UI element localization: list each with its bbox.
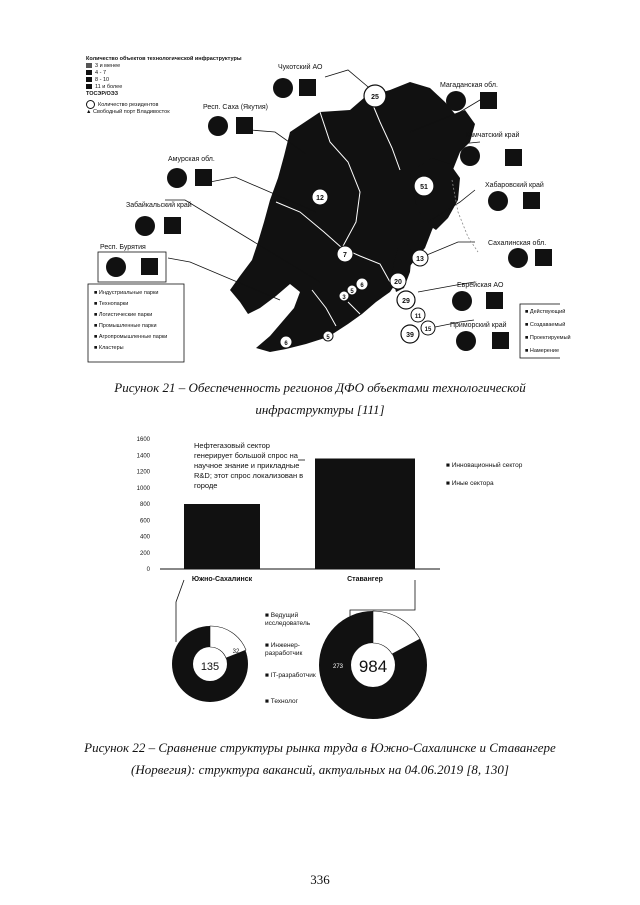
status-legend bbox=[525, 309, 571, 355]
donut-legend-item: ■ IT-разработчик bbox=[265, 672, 316, 679]
port-icon: ▲ bbox=[86, 109, 92, 115]
donut-legend bbox=[265, 612, 335, 706]
y-tick-label: 200 bbox=[139, 550, 150, 557]
region-label: Приморский край bbox=[450, 322, 507, 329]
infra-legend bbox=[94, 290, 167, 352]
page-number: 336 bbox=[310, 872, 330, 887]
legend-level: 8 - 10 bbox=[86, 77, 242, 84]
donut-right-center: 984 bbox=[358, 657, 388, 676]
legend-level: 4 - 7 bbox=[86, 70, 242, 77]
status-item: ■ Проектируемый bbox=[525, 335, 571, 341]
legend-toser: ТОСЭР/ОЭЗ bbox=[86, 91, 119, 97]
y-tick-label: 1600 bbox=[136, 437, 150, 443]
figure-21 bbox=[80, 52, 571, 364]
y-tick-label: 1400 bbox=[136, 453, 150, 460]
donut-left-center: 135 bbox=[200, 661, 220, 673]
y-tick-label: 1200 bbox=[136, 469, 150, 476]
region-label: Чукотский АО bbox=[278, 64, 323, 71]
resident-count: 15 bbox=[424, 327, 432, 333]
figure-21-caption: Рисунок 21 – Обеспеченность регионов ДФО объектами технологической инфраструктуры [111] bbox=[114, 380, 526, 417]
status-item: ■ Действующий bbox=[525, 309, 566, 315]
infra-item: ■ Индустриальные парки bbox=[94, 290, 159, 296]
infra-item: ■ Логистические парки bbox=[94, 312, 153, 318]
status-item: ■ Создаваемый bbox=[525, 322, 566, 328]
y-tick-label: 400 bbox=[139, 534, 150, 541]
region-label: Хабаровский край bbox=[485, 182, 544, 189]
y-tick-label: 800 bbox=[139, 502, 150, 508]
resident-count: 13 bbox=[416, 256, 424, 263]
region-label: Магаданская обл. bbox=[440, 82, 498, 89]
legend-item: ■ Иные сектора bbox=[446, 480, 494, 487]
region-label: Сахалинская обл. bbox=[488, 240, 547, 247]
legend-free-port: ▲ Свободный порт Владивосток bbox=[86, 109, 170, 115]
figure-22-chart bbox=[120, 432, 600, 732]
region-label: Респ. Саха (Якутия) bbox=[203, 104, 268, 111]
infra-item: ■ Кластеры bbox=[94, 345, 124, 351]
infra-item: ■ Технопарки bbox=[94, 301, 129, 307]
figure-22-caption: Рисунок 22 – Сравнение структуры рынка труда в Южно-Сахалинске и Ставангере (Норвегия): структура вакансий, актуальных на 04.06.2019 [8, 130] bbox=[84, 740, 556, 777]
donut-left-slice: 32 bbox=[232, 649, 240, 655]
bar-legend bbox=[446, 462, 526, 488]
donut-right-slice: 273 bbox=[332, 664, 344, 670]
donut-legend-item: ■ Ведущий исследователь bbox=[265, 612, 311, 627]
legend-level: 11 и более bbox=[86, 84, 242, 91]
resident-count: 12 bbox=[316, 195, 324, 202]
resident-count: 25 bbox=[371, 94, 379, 101]
arrow-left bbox=[176, 580, 184, 642]
x-category-label: Южно-Сахалинск bbox=[191, 576, 253, 583]
chart-annotation: Нефтегазовый сектор генерирует большой спрос на научное знание и прикладные R&D; этот спрос локализован в городе bbox=[194, 441, 304, 490]
donut-legend-item: ■ Технолог bbox=[265, 698, 298, 705]
resident-count: 6 bbox=[360, 283, 364, 289]
legend-item: ■ Инновационный сектор bbox=[446, 462, 523, 469]
legend-residents: Количество резидентов bbox=[86, 100, 242, 109]
circle-icon bbox=[86, 100, 95, 109]
region-label: Респ. Бурятия bbox=[100, 244, 146, 251]
resident-count: 51 bbox=[420, 184, 428, 191]
resident-count: 3 bbox=[342, 295, 346, 301]
status-item: ■ Намерение bbox=[525, 348, 560, 354]
resident-count: 6 bbox=[284, 341, 288, 347]
resident-count: 11 bbox=[414, 314, 422, 320]
region-label: Камчатский край bbox=[465, 132, 520, 139]
y-tick-label: 0 bbox=[146, 567, 150, 573]
resident-count: 29 bbox=[402, 298, 410, 305]
resident-count: 39 bbox=[406, 332, 414, 339]
resident-count: 20 bbox=[394, 279, 402, 286]
resident-count: 5 bbox=[326, 335, 330, 341]
x-category-label: Ставангер bbox=[347, 576, 383, 583]
y-tick-label: 600 bbox=[139, 518, 150, 525]
bar bbox=[315, 459, 415, 570]
region-label: Еврейская АО bbox=[457, 282, 504, 289]
resident-count: 7 bbox=[343, 252, 347, 259]
legend-level: 3 и менее bbox=[86, 63, 242, 70]
infra-item: ■ Промышленные парки bbox=[94, 323, 157, 329]
donut-legend-item: ■ Инженер-разработчик bbox=[265, 642, 303, 657]
region-label: Амурская обл. bbox=[168, 156, 215, 163]
infra-item: ■ Агропромышленные парки bbox=[94, 334, 168, 340]
resident-count: 5 bbox=[350, 289, 354, 295]
y-tick-label: 1000 bbox=[136, 485, 150, 492]
region-label: Забайкальский край bbox=[126, 202, 192, 209]
legend-title: Количество объектов технологической инфраструктуры bbox=[86, 56, 242, 62]
bar bbox=[184, 504, 260, 569]
